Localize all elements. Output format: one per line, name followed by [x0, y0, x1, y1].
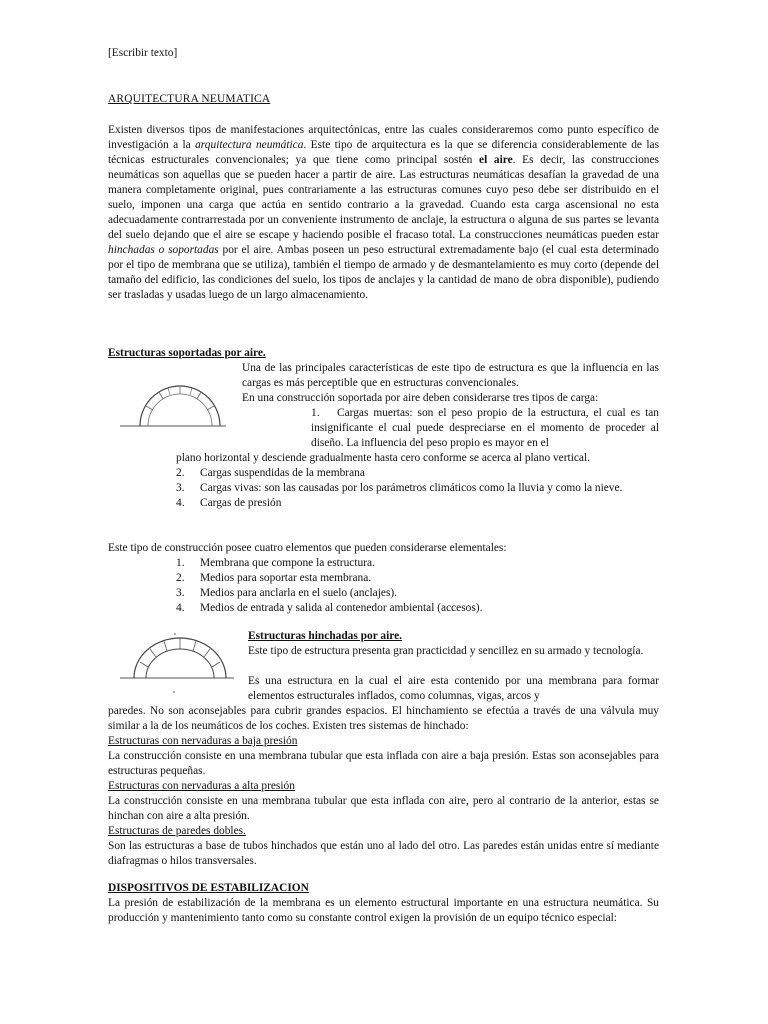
- elements-intro: Este tipo de construcción posee cuatro elementos que pueden considerarse elementales:: [108, 542, 507, 554]
- list-item: 1. Membrana que compone la estructura.: [176, 557, 375, 569]
- load-item-1: [311, 406, 659, 451]
- system-1-text: La construcción consiste en una membrana tubular que esta inflada con aire a baja presión. Estas son aconsejables para estructuras pequeñas.: [108, 750, 659, 777]
- soportadas-text-2: En una construcción soportada por aire deben considerarse tres tipos de carga:: [242, 392, 599, 404]
- intro-text-4: por el aire. Ambas poseen un peso estructural extremadamente bajo (el cual esta determinado por el tipo de membrana que se utiliza), también el tiempo de armado y de desmantelamiento es muy corto (depende del tamaño del edificio, las condiciones del suelo, los tipos de anclajes y la cantidad de mano de obra disponible), pudiendo ser trasladas y usadas luego de un largo almacenamiento.: [108, 244, 659, 301]
- section-heading-hinchadas: Estructuras hinchadas por aire.: [248, 630, 403, 642]
- section-heading-soportadas: Estructuras soportadas por aire.: [108, 347, 266, 359]
- system-3-heading: Estructuras de paredes dobles.: [108, 825, 246, 837]
- system-2-heading: Estructuras con nervaduras a alta presión: [108, 780, 295, 792]
- intro-italic-1: arquitectura neumática: [195, 139, 304, 151]
- system-2-text: La construcción consiste en una membrana tubular que esta inflada con aire, pero al contrario de la anterior, estas se hinchan con aire a alta presión.: [108, 795, 659, 822]
- inflated-arch-figure: [118, 630, 238, 698]
- list-item: 4. Medios de entrada y salida al contenedor ambiental (accesos).: [176, 602, 483, 614]
- list-item: 3. Medios para anclarla en el suelo (anclajes).: [176, 587, 398, 599]
- list-item: 3. Cargas vivas: son las causadas por los parámetros climáticos como la lluvia y como la nieve.: [176, 482, 623, 494]
- intro-paragraph: [108, 123, 659, 303]
- load-item-1-text: Cargas muertas: son el peso propio de la estructura, el cual es tan insignificante el cual puede despreciarse en el momento de proceder al diseño. La influencia del peso propio es mayor en el: [311, 407, 659, 449]
- load-item-1-number: 1.: [311, 407, 320, 419]
- list-item: 2. Cargas suspendidas de la membrana: [176, 467, 365, 479]
- list-item: 4. Cargas de presión: [176, 497, 282, 509]
- document-title: ARQUITECTURA NEUMATICA: [108, 93, 271, 105]
- system-1-heading: Estructuras con nervaduras a baja presión: [108, 735, 298, 747]
- supported-dome-figure: [118, 362, 230, 432]
- intro-bold: el aire: [479, 154, 513, 166]
- estabilizacion-text: La presión de estabilización de la membrana es un elemento estructural importante en una estructura neumática. Su producción y mantenimiento tanto como su constante control exigen la provisión de un equipo técnico especial:: [108, 897, 659, 924]
- hinchadas-text-1: Este tipo de estructura presenta gran practicidad y sencillez en su armado y tecnología.: [248, 645, 644, 657]
- soportadas-text-1: Una de las principales características de este tipo de estructura es que la influencia en las cargas es más perceptible que en estructuras convencionales.: [242, 362, 659, 389]
- intro-text-1: Existen diversos tipos de manifestaciones arquitectónicas, entre las cuales consideraremos como punto específico de investigación a la: [108, 124, 659, 151]
- hinchadas-text-2b: paredes. No son aconsejables para cubrir grandes espacios. El hinchamiento se efectúa a través de una válvula muy similar a la de los neumáticos de los coches. Existen tres sistemas de hinchado:: [108, 705, 659, 732]
- system-3-text: Son las estructuras a base de tubos hinchados que están uno al lado del otro. Las paredes están unidas entre sí mediante diafragmas o hilos transversales.: [108, 840, 659, 867]
- intro-italic-2: hinchadas o soportadas: [108, 244, 219, 256]
- intro-text-3: . Es decir, las construcciones neumáticas son aquellas que se pueden hacer a partir de aire. Las estructuras neumáticas desafían la gravedad de una manera completamente original, pues contrariamente a las estructuras comunes cuyo peso debe ser distribuido en el suelo, imponen una carga que actúa en sentido contrario a la gravedad. Cuando esta carga ascensional no esta adecuadamente contrarrestada por un conveniente instrumento de anclaje, la estructura o alguna de sus partes se levanta del suelo dejando que el aire se escape y haciendo posible el fracaso total. La construcciones neumáticas pueden estar: [108, 154, 659, 241]
- load-types-list: [176, 466, 659, 511]
- elements-list: [176, 556, 659, 616]
- intro-text-2: . Este tipo de arquitectura es la que se diferencia considerablemente de las técnicas estructurales convencionales; ya que tiene como principal sostén: [108, 139, 660, 166]
- load-item-1-continued: plano horizontal y desciende gradualmente hasta cero conforme se acerca al plano vertical.: [176, 452, 590, 464]
- section-heading-estabilizacion: DISPOSITIVOS DE ESTABILIZACION: [108, 882, 309, 894]
- page-header: [Escribir texto]: [108, 47, 178, 59]
- list-item: 2. Medios para soportar esta membrana.: [176, 572, 372, 584]
- hinchadas-text-2a: Es una estructura en la cual el aire esta contenido por una membrana para formar elementos estructurales inflados, como columnas, vigas, arcos y: [248, 675, 659, 702]
